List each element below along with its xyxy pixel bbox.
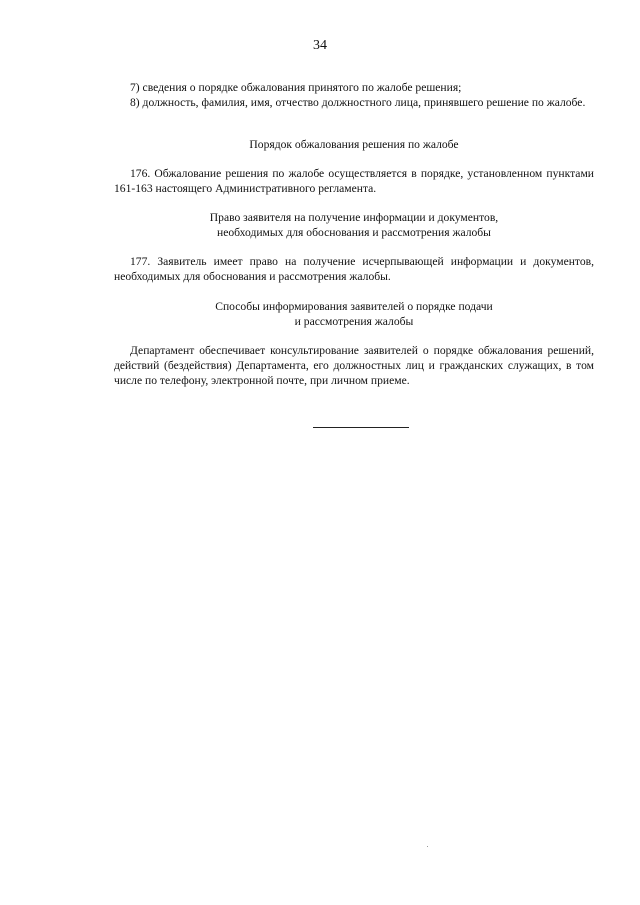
list-items-block (114, 80, 594, 110)
paragraph-text: 177. Заявитель имеет право на получение исчерпывающей информации и документов, необходимых для обоснования и рассмотрения жалобы. (114, 255, 594, 283)
heading-line: Способы информирования заявителей о порядке подачи (215, 300, 493, 313)
paragraph-department (114, 343, 594, 388)
section-heading (114, 210, 594, 240)
heading-line: Право заявителя на получение информации и документов, (209, 211, 499, 224)
heading-line: Порядок обжалования решения по жалобе (249, 138, 459, 151)
section-heading (114, 299, 594, 329)
section-heading (114, 137, 594, 152)
paragraph-text: Департамент обеспечивает консультирование заявителей о порядке обжалования решений, действий (бездействия) Департамента, его должностных лиц и гражданских служащих, в том числе по телефону, электронной почте, при личном приеме. (114, 344, 594, 387)
paragraph-177 (114, 254, 594, 284)
paragraph-176 (114, 166, 594, 196)
end-rule (313, 427, 409, 428)
page-number: 34 (313, 38, 327, 53)
paragraph-text: 176. Обжалование решения по жалобе осуществляется в порядке, установленном пунктами 161-163 настоящего Административного регламента. (114, 167, 594, 195)
heading-line: и рассмотрения жалобы (294, 315, 414, 328)
list-item: 8) должность, фамилия, имя, отчество должностного лица, принявшего решение по жалобе. (130, 96, 586, 109)
list-item: 7) сведения о порядке обжалования принятого по жалобе решения; (130, 81, 462, 94)
heading-line: необходимых для обоснования и рассмотрения жалобы (217, 226, 491, 239)
scan-speck (427, 846, 428, 847)
